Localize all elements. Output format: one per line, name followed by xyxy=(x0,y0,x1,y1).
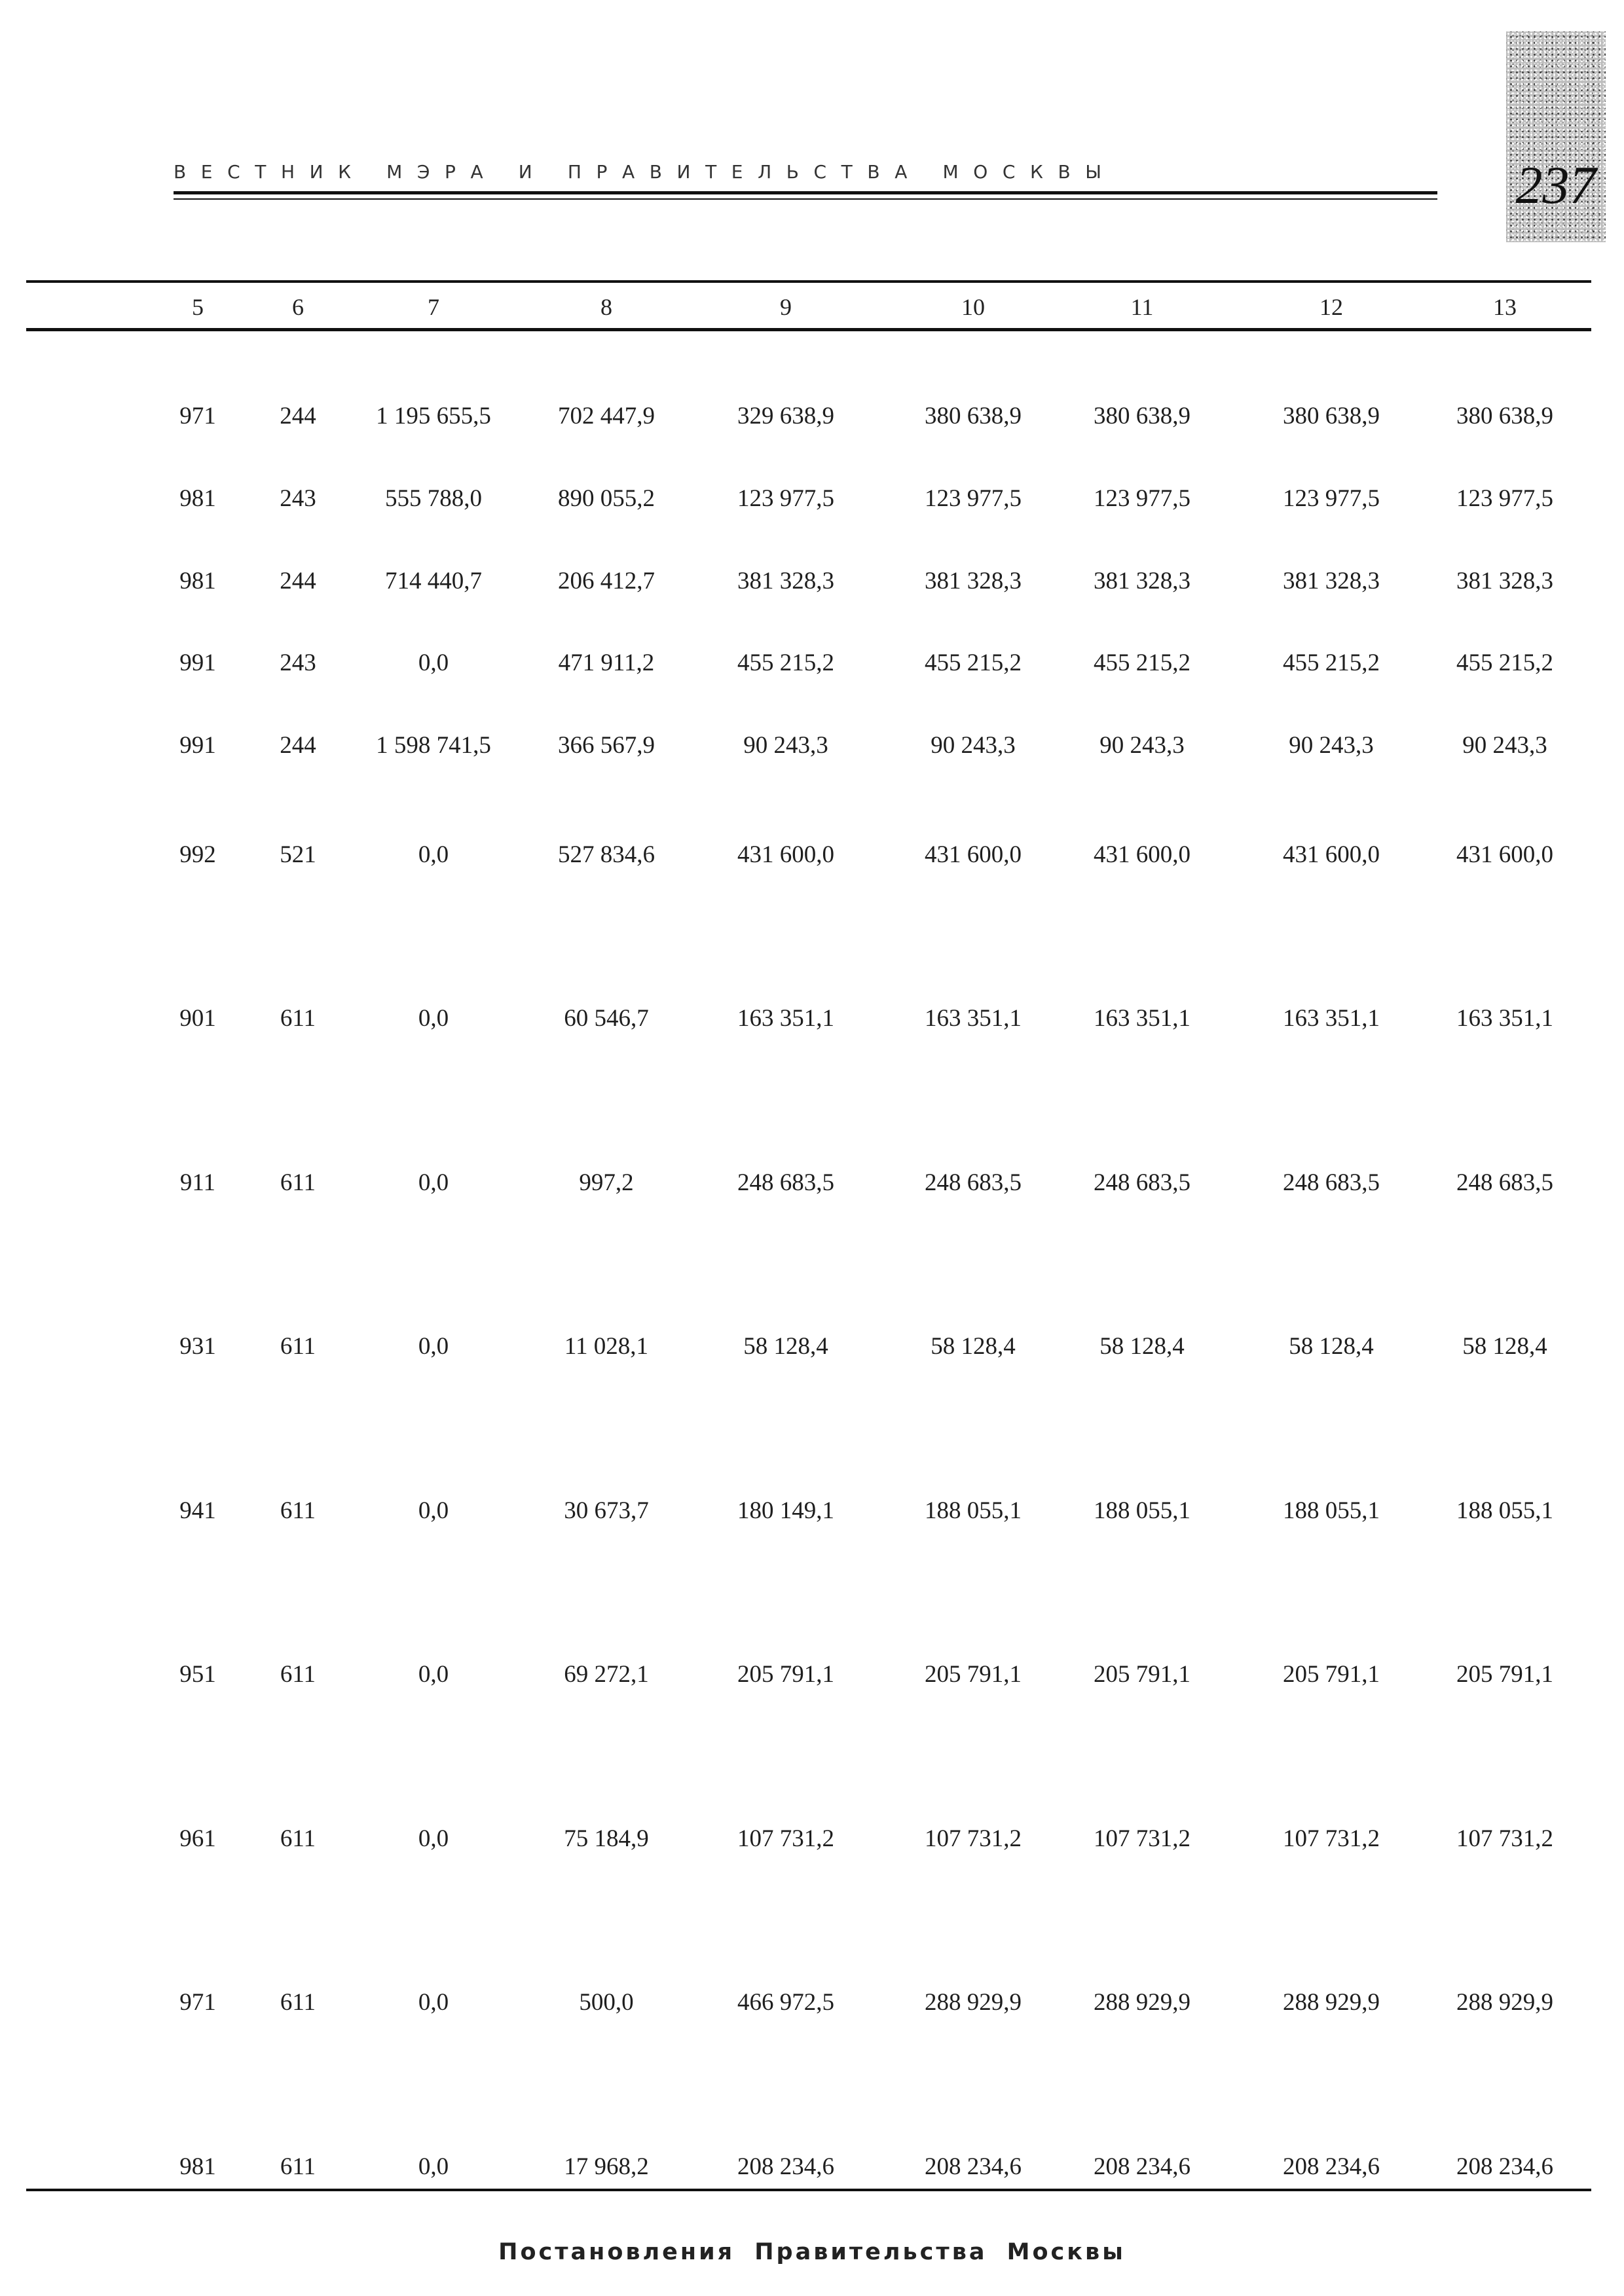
table-cell: 611 xyxy=(280,1661,316,1688)
column-header: 11 xyxy=(1130,294,1154,320)
table-cell: 527 834,6 xyxy=(558,841,655,868)
table-cell: 611 xyxy=(280,1005,316,1032)
table-cell: 981 xyxy=(179,485,216,512)
table-row xyxy=(0,2147,1624,2187)
table-cell: 188 055,1 xyxy=(925,1497,1022,1524)
table-cell: 208 234,6 xyxy=(925,2153,1022,2180)
table-cell: 208 234,6 xyxy=(1094,2153,1190,2180)
column-header: 7 xyxy=(428,294,439,320)
table-cell: 243 xyxy=(280,649,316,676)
table-row xyxy=(0,1327,1624,1366)
table-cell: 75 184,9 xyxy=(564,1825,649,1852)
table-cell: 0,0 xyxy=(418,1661,449,1688)
table-cell: 911 xyxy=(179,1169,216,1196)
table-cell: 123 977,5 xyxy=(1283,485,1380,512)
table-cell: 971 xyxy=(179,1989,216,2016)
table-cell: 611 xyxy=(280,1989,316,2016)
table-cell: 455 215,2 xyxy=(1456,649,1553,676)
table-cell: 58 128,4 xyxy=(1099,1333,1185,1360)
table-cell: 1 195 655,5 xyxy=(376,403,491,429)
table-cell: 205 791,1 xyxy=(1283,1661,1380,1688)
table-cell: 366 567,9 xyxy=(558,732,655,759)
table-cell: 90 243,3 xyxy=(743,732,828,759)
table-cell: 90 243,3 xyxy=(1099,732,1185,759)
column-header: 5 xyxy=(192,294,204,320)
table-cell: 941 xyxy=(179,1497,216,1524)
table-cell: 107 731,2 xyxy=(1094,1825,1190,1852)
table-row xyxy=(0,562,1624,601)
table-cell: 107 731,2 xyxy=(737,1825,834,1852)
table-cell: 107 731,2 xyxy=(925,1825,1022,1852)
table-cell: 288 929,9 xyxy=(1456,1989,1553,2016)
table-cell: 380 638,9 xyxy=(925,403,1022,429)
table-cell: 380 638,9 xyxy=(1283,403,1380,429)
column-header: 6 xyxy=(292,294,304,320)
table-cell: 455 215,2 xyxy=(1094,649,1190,676)
table-cell: 431 600,0 xyxy=(737,841,834,868)
table-cell: 901 xyxy=(179,1005,216,1032)
table-cell: 381 328,3 xyxy=(1094,568,1190,594)
table-row xyxy=(0,1983,1624,2022)
table-header-rule xyxy=(26,328,1591,331)
table-cell: 611 xyxy=(280,1825,316,1852)
table-cell: 981 xyxy=(179,2153,216,2180)
masthead-rule-thin xyxy=(174,198,1437,200)
table-cell: 60 546,7 xyxy=(564,1005,649,1032)
table-row xyxy=(0,644,1624,683)
table-cell: 58 128,4 xyxy=(1462,1333,1547,1360)
table-cell: 431 600,0 xyxy=(1456,841,1553,868)
table-cell: 0,0 xyxy=(418,649,449,676)
table-cell: 30 673,7 xyxy=(564,1497,649,1524)
table-cell: 244 xyxy=(280,732,316,759)
table-cell: 123 977,5 xyxy=(925,485,1022,512)
table-cell: 11 028,1 xyxy=(564,1333,649,1360)
table-cell: 380 638,9 xyxy=(1094,403,1190,429)
table-cell: 123 977,5 xyxy=(737,485,834,512)
column-header: 8 xyxy=(600,294,612,320)
table-cell: 90 243,3 xyxy=(1289,732,1374,759)
table-row xyxy=(0,1655,1624,1694)
table-row xyxy=(0,397,1624,436)
table-cell: 163 351,1 xyxy=(1283,1005,1380,1032)
table-row xyxy=(0,835,1624,875)
table-cell: 381 328,3 xyxy=(737,568,834,594)
table-cell: 500,0 xyxy=(579,1989,634,2016)
table-top-rule xyxy=(26,280,1591,283)
table-cell: 0,0 xyxy=(418,1333,449,1360)
table-cell: 611 xyxy=(280,1333,316,1360)
table-cell: 0,0 xyxy=(418,1169,449,1196)
table-row xyxy=(0,999,1624,1038)
table-cell: 58 128,4 xyxy=(931,1333,1016,1360)
table-row xyxy=(0,726,1624,765)
table-cell: 107 731,2 xyxy=(1456,1825,1553,1852)
journal-masthead: ВЕСТНИК МЭРА И ПРАВИТЕЛЬСТВА МОСКВЫ xyxy=(174,161,1116,183)
table-cell: 163 351,1 xyxy=(737,1005,834,1032)
column-header: 9 xyxy=(780,294,792,320)
column-header: 10 xyxy=(961,294,985,320)
table-cell: 466 972,5 xyxy=(737,1989,834,2016)
table-cell: 69 272,1 xyxy=(564,1661,649,1688)
table-cell: 248 683,5 xyxy=(1094,1169,1190,1196)
table-cell: 248 683,5 xyxy=(737,1169,834,1196)
table-cell: 163 351,1 xyxy=(1094,1005,1190,1032)
table-cell: 380 638,9 xyxy=(1456,403,1553,429)
table-cell: 381 328,3 xyxy=(925,568,1022,594)
table-cell: 0,0 xyxy=(418,1825,449,1852)
table-cell: 123 977,5 xyxy=(1094,485,1190,512)
table-cell: 205 791,1 xyxy=(1456,1661,1553,1688)
table-row xyxy=(0,1819,1624,1859)
page-number: 237 xyxy=(1515,155,1596,215)
table-cell: 611 xyxy=(280,1497,316,1524)
table-cell: 288 929,9 xyxy=(1094,1989,1190,2016)
table-cell: 206 412,7 xyxy=(558,568,655,594)
table-cell: 951 xyxy=(179,1661,216,1688)
table-cell: 702 447,9 xyxy=(558,403,655,429)
table-cell: 243 xyxy=(280,485,316,512)
table-cell: 0,0 xyxy=(418,2153,449,2180)
page-footer: Постановления Правительства Москвы xyxy=(498,2239,1126,2265)
page-number-badge xyxy=(1506,31,1606,242)
table-cell: 1 598 741,5 xyxy=(376,732,491,759)
table-row xyxy=(0,1491,1624,1531)
table-cell: 205 791,1 xyxy=(925,1661,1022,1688)
table-cell: 123 977,5 xyxy=(1456,485,1553,512)
table-cell: 381 328,3 xyxy=(1283,568,1380,594)
table-cell: 288 929,9 xyxy=(925,1989,1022,2016)
table-cell: 455 215,2 xyxy=(1283,649,1380,676)
table-cell: 961 xyxy=(179,1825,216,1852)
table-cell: 381 328,3 xyxy=(1456,568,1553,594)
table-cell: 248 683,5 xyxy=(1456,1169,1553,1196)
table-cell: 555 788,0 xyxy=(385,485,482,512)
table-cell: 205 791,1 xyxy=(737,1661,834,1688)
table-cell: 997,2 xyxy=(579,1169,634,1196)
table-cell: 992 xyxy=(179,841,216,868)
table-cell: 188 055,1 xyxy=(1283,1497,1380,1524)
column-header: 12 xyxy=(1320,294,1343,320)
table-cell: 431 600,0 xyxy=(925,841,1022,868)
table-cell: 931 xyxy=(179,1333,216,1360)
table-row xyxy=(0,1163,1624,1203)
table-cell: 163 351,1 xyxy=(1456,1005,1553,1032)
table-cell: 0,0 xyxy=(418,841,449,868)
table-cell: 0,0 xyxy=(418,1005,449,1032)
table-cell: 455 215,2 xyxy=(737,649,834,676)
table-cell: 107 731,2 xyxy=(1283,1825,1380,1852)
table-cell: 991 xyxy=(179,732,216,759)
table-cell: 244 xyxy=(280,403,316,429)
table-cell: 208 234,6 xyxy=(737,2153,834,2180)
table-row xyxy=(0,479,1624,519)
table-cell: 611 xyxy=(280,1169,316,1196)
table-cell: 188 055,1 xyxy=(1094,1497,1190,1524)
table-cell: 971 xyxy=(179,403,216,429)
table-cell: 58 128,4 xyxy=(1289,1333,1374,1360)
table-cell: 611 xyxy=(280,2153,316,2180)
table-cell: 208 234,6 xyxy=(1456,2153,1553,2180)
table-cell: 188 055,1 xyxy=(1456,1497,1553,1524)
table-cell: 17 968,2 xyxy=(564,2153,649,2180)
table-cell: 521 xyxy=(280,841,316,868)
table-cell: 244 xyxy=(280,568,316,594)
table-cell: 0,0 xyxy=(418,1989,449,2016)
table-bottom-rule xyxy=(26,2189,1591,2191)
masthead-rule-thick xyxy=(174,191,1437,194)
table-cell: 714 440,7 xyxy=(385,568,482,594)
table-cell: 0,0 xyxy=(418,1497,449,1524)
table-cell: 205 791,1 xyxy=(1094,1661,1190,1688)
table-cell: 981 xyxy=(179,568,216,594)
table-cell: 180 149,1 xyxy=(737,1497,834,1524)
table-cell: 163 351,1 xyxy=(925,1005,1022,1032)
table-cell: 455 215,2 xyxy=(925,649,1022,676)
table-cell: 991 xyxy=(179,649,216,676)
table-cell: 288 929,9 xyxy=(1283,1989,1380,2016)
table-cell: 329 638,9 xyxy=(737,403,834,429)
table-cell: 208 234,6 xyxy=(1283,2153,1380,2180)
table-cell: 58 128,4 xyxy=(743,1333,828,1360)
table-cell: 471 911,2 xyxy=(558,649,655,676)
table-cell: 431 600,0 xyxy=(1283,841,1380,868)
column-header: 13 xyxy=(1493,294,1517,320)
table-cell: 248 683,5 xyxy=(1283,1169,1380,1196)
table-cell: 90 243,3 xyxy=(931,732,1016,759)
table-cell: 248 683,5 xyxy=(925,1169,1022,1196)
table-cell: 890 055,2 xyxy=(558,485,655,512)
table-cell: 90 243,3 xyxy=(1462,732,1547,759)
table-cell: 431 600,0 xyxy=(1094,841,1190,868)
